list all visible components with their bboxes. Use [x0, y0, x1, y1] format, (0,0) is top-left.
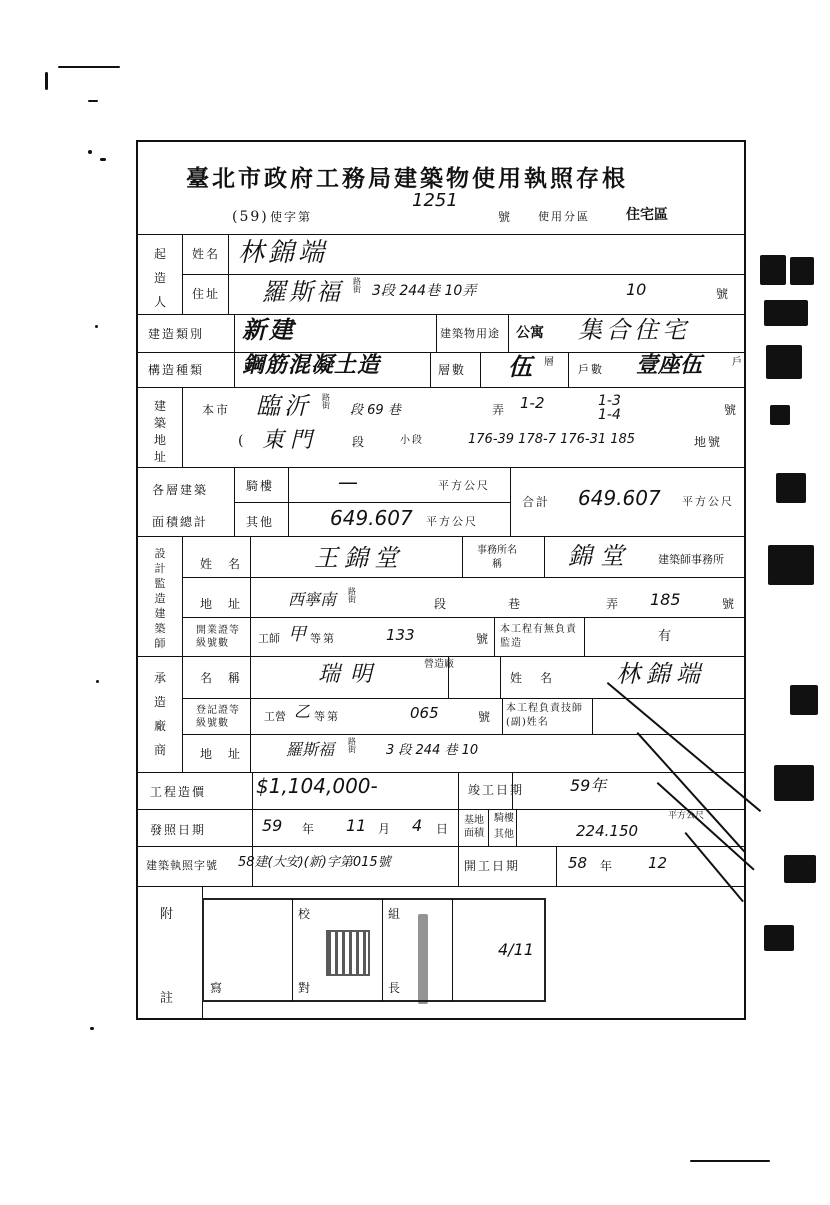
use-value: 集合住宅 [578, 316, 690, 344]
adjacent-page-bleed [760, 245, 822, 1205]
architect-addr-label: 地址 [200, 597, 257, 611]
architect-resp-label: 本工程有無負責監造 [500, 624, 577, 649]
contractor-reg-prefix: 工營 [264, 710, 286, 723]
architect-section-label: 設計監造建築師 [154, 547, 166, 650]
builder-addr-no: 10 [626, 280, 647, 299]
site-section-label: 建築地址 [153, 399, 166, 464]
contractor-person: 林錦端 [616, 660, 706, 688]
contractor-name-label: 名稱 [200, 671, 257, 685]
architect-name-label: 姓名 [200, 557, 257, 571]
type-label: 建造類別 [148, 327, 205, 341]
builder-name-label: 姓名 [192, 247, 221, 261]
permit-value: 58建(大安)(新)字第015號 [238, 855, 391, 870]
site-road: 臨沂 [256, 392, 312, 420]
permit-form [136, 140, 746, 1020]
type-value: 新建 [242, 316, 296, 344]
issue-month: 11 [346, 816, 367, 835]
area-ting-label: 騎樓 [246, 479, 275, 493]
cost-label: 工程造價 [150, 785, 207, 799]
site-road-small: 路街 [322, 393, 330, 410]
issue-label: 發照日期 [150, 823, 207, 837]
architect-addr-xiang: 巷 [508, 597, 523, 611]
base-unit: 平方公尺 [668, 811, 705, 821]
base-other: 其他 [494, 829, 514, 840]
base-value: 224.150 [576, 822, 639, 840]
remarks-zhang: 長 [388, 981, 401, 995]
architect-lic-hao: 號 [476, 632, 491, 646]
struct-label: 構造種類 [148, 363, 205, 377]
issue-day: 4 [412, 816, 423, 835]
base-label: 基地面積 [464, 815, 484, 839]
area-other-unit: 平方公尺 [426, 515, 478, 528]
units-value: 壹座伍 [636, 353, 703, 378]
builder-addr-street: 羅斯福 [262, 278, 343, 306]
page-title: 臺北市政府工務局建築物使用執照存根 [186, 165, 628, 192]
remarks-write: 寫 [210, 981, 223, 995]
area-other-value: 649.607 [330, 506, 413, 530]
contractor-addr-label: 地址 [200, 747, 257, 761]
site-alley-label: 弄 [492, 403, 507, 417]
site-lot-label: 地號 [694, 435, 723, 449]
builder-section-label: 起造人 [153, 247, 166, 309]
site-xiaoduan: 小段 [400, 435, 424, 446]
area-ting-value: — [338, 470, 358, 494]
architect-lic-label: 開業證等級號數 [196, 625, 240, 649]
zone-label: 使用分區 [538, 210, 590, 223]
area-total-unit: 平方公尺 [682, 495, 734, 508]
architect-lic-mid: 等第 [310, 632, 336, 645]
issue-month-char: 月 [378, 822, 393, 836]
architect-addr-no: 185 [650, 590, 681, 609]
remarks-sign: 4/11 [498, 940, 534, 959]
contractor-addr-detail: 3 段 244 巷 10 [386, 743, 479, 758]
remarks-stamp-box [202, 898, 546, 1002]
builder-addr-hao: 號 [716, 287, 731, 301]
remarks-dui: 對 [298, 981, 311, 995]
contractor-person-label: 姓名 [510, 671, 571, 685]
start-label: 開工日期 [464, 859, 521, 873]
site-duan: 段 [352, 435, 367, 449]
floors-unit: 層 [544, 357, 554, 368]
architect-name: 王錦堂 [314, 544, 404, 572]
base-ting: 騎樓 [494, 813, 514, 824]
zone-value: 住宅區 [626, 207, 668, 223]
site-hao: 號 [724, 403, 739, 417]
site-alley-no: 1-2 [520, 394, 545, 412]
contractor-road-small: 路街 [348, 737, 356, 754]
permit-label: 建築執照字號 [146, 859, 218, 872]
seal-stamp [326, 930, 370, 976]
area-total-value: 649.607 [578, 486, 661, 510]
signature-mark [418, 914, 428, 1004]
remarks-zu: 組 [388, 907, 401, 921]
use-label: 建築物用途 [440, 327, 500, 340]
issue-year: 59 [262, 816, 283, 835]
start-month: 12 [648, 854, 668, 872]
area-other-label: 其他 [246, 515, 275, 529]
architect-lic-no: 133 [386, 626, 415, 644]
floors-value: 伍 [508, 353, 532, 381]
contractor-reg-label: 登記證等級號數 [196, 705, 240, 729]
permit-hao: 號 [498, 210, 513, 224]
contractor-addr-street: 羅斯福 [286, 740, 335, 759]
start-year: 58 [568, 854, 588, 872]
builder-name: 林錦端 [238, 238, 329, 268]
area-total-label: 合計 [522, 495, 551, 509]
architect-addr-hao: 號 [722, 597, 737, 611]
struct-value: 鋼筋混凝土造 [242, 353, 381, 378]
architect-office: 錦堂 [568, 542, 632, 570]
remarks-label-top: 附 [160, 907, 174, 922]
architect-resp-value: 有 [658, 629, 672, 644]
cost-value: $1,104,000- [256, 774, 378, 798]
architect-office-label: 事務所名稱 [477, 545, 517, 570]
architect-road-small: 路街 [348, 587, 356, 604]
architect-lic-prefix: 工師 [258, 632, 280, 645]
contractor-reg-no: 065 [410, 704, 439, 722]
contractor-section-label: 承造廠商 [153, 671, 166, 757]
floors-label: 層數 [438, 363, 467, 377]
contractor-name: 瑞明 [318, 662, 383, 687]
contractor-reg-grade: 乙 [294, 702, 311, 721]
site-unit-no: 1-3 1-4 [598, 393, 621, 423]
contractor-reg-mid: 等第 [314, 710, 340, 723]
builder-addr-detail: 3段 244巷 10弄 [372, 283, 477, 299]
permit-no: 1251 [412, 190, 458, 211]
contractor-reg-hao: 號 [478, 710, 493, 724]
site-lots: 176-39 178-7 176-31 185 [468, 432, 636, 447]
builder-addr-label: 住址 [192, 287, 221, 301]
area-label-2: 面積總計 [152, 515, 209, 529]
site-segment: 段 69 巷 [350, 403, 401, 418]
area-label-1: 各層建築 [152, 483, 209, 497]
start-year-char: 年 [600, 859, 615, 873]
units-label: 戶數 [578, 363, 604, 376]
site-city: 本市 [202, 403, 231, 417]
site-district: 東門 [262, 428, 319, 453]
architect-addr-street: 西寧南 [288, 590, 337, 609]
architect-office-suffix: 建築師事務所 [658, 553, 724, 566]
done-label: 竣工日期 [468, 783, 525, 797]
contractor-tech-label: 本工程負責技師(副)姓名 [506, 703, 583, 728]
remarks-label-bottom: 註 [160, 991, 174, 1006]
area-ting-unit: 平方公尺 [438, 479, 490, 492]
done-value: 59年 [570, 776, 607, 795]
units-unit: 戶 [732, 357, 742, 368]
year-code: (59) [232, 209, 269, 225]
permit-char: 使字第 [270, 210, 313, 224]
architect-addr-duan: 段 [434, 597, 449, 611]
remarks-jiao: 校 [298, 907, 311, 921]
architect-addr-nong: 弄 [606, 597, 621, 611]
site-paren-open: ( [238, 433, 244, 449]
builder-road-small: 路街 [353, 277, 361, 294]
contractor-name-suffix: 營造廠 [424, 659, 454, 670]
issue-year-char: 年 [302, 822, 317, 836]
use-prefix: 公寓 [516, 325, 544, 341]
issue-day-char: 日 [436, 822, 451, 836]
architect-lic-grade: 甲 [288, 624, 306, 645]
